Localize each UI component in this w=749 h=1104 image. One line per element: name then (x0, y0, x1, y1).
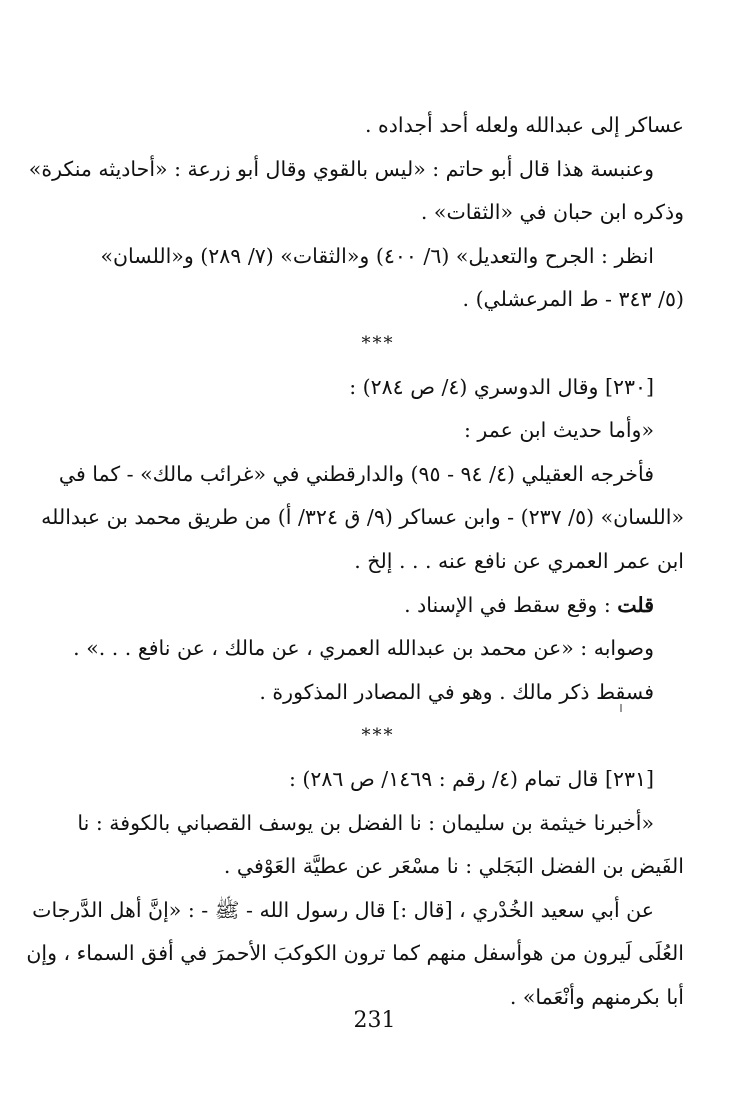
page-body (26, 104, 684, 1019)
qult-text: وقع سقط في الإسناد . (404, 592, 598, 617)
qult-label: قلت (617, 592, 654, 617)
text-line: [٢٣٠] وقال الدوسري (٤/ ص ٢٨٤) : (349, 374, 654, 399)
text-line: الفَيض بن الفضل البَجَلي : نا مسْعَر عن عطيَّة العَوْفي . (223, 854, 684, 879)
scan-mark (620, 704, 622, 712)
text-line: «وأما حديث ابن عمر : (463, 418, 654, 443)
text-line: وصوابه : «عن محمد بن عبدالله العمري ، عن مالك ، عن نافع . . .» . (73, 636, 654, 661)
text-line: (٥/ ٣٤٣ - ط المرعشلي) . (462, 287, 684, 312)
text-line: العُلَى لَيرون من هوأسفل منهم كما ترون الكوكبَ الأحمرَ في أفق السماء ، وإن (26, 941, 684, 966)
text-line: [٢٣١] قال تمام (٤/ رقم : ١٤٦٩/ ص ٢٨٦) : (288, 766, 654, 791)
text-line: «أخبرنا خيثمة بن سليمان : نا الفضل بن يوسف القصباني بالكوفة : نا (77, 810, 654, 835)
text-line: وذكره ابن حبان في «الثقات» . (420, 200, 684, 225)
page-number: 231 (353, 1008, 396, 1033)
section-separator: *** (361, 725, 395, 747)
text-line: وعنبسة هذا قال أبو حاتم : «ليس بالقوي وقال أبو زرعة : «أحاديثه منكرة» (28, 156, 654, 181)
qult-line: قلت : وقع سقط في الإسناد . (404, 592, 654, 617)
text-line: عن أبي سعيد الخُدْري ، [قال :] قال رسول الله - ﷺ - : «إنَّ أهل الدَّرجات (32, 897, 654, 922)
section-separator: *** (361, 332, 395, 354)
text-line: ابن عمر العمري عن نافع عنه . . . إلخ . (354, 548, 684, 573)
text-line: «اللسان» (٥/ ٢٣٧) - وابن عساكر (٩/ ق ٣٢٤/ أ) من طريق محمد بن عبدالله (41, 505, 684, 530)
text-line: عساكر إلى عبدالله ولعله أحد أجداده . (364, 113, 684, 137)
text-line: انظر : الجرح والتعديل» (٦/ ٤٠٠) و«الثقات» (٧/ ٢٨٩) و«اللسان» (100, 243, 654, 268)
text-line: فأخرجه العقيلي (٤/ ٩٤ - ٩٥) والدارقطني في «غرائب مالك» - كما في (58, 461, 654, 486)
text-line: فسقط ذكر مالك . وهو في المصادر المذكورة . (259, 679, 654, 704)
text-line: أبا بكرمنهم وأنْعَما» . (509, 984, 684, 1009)
